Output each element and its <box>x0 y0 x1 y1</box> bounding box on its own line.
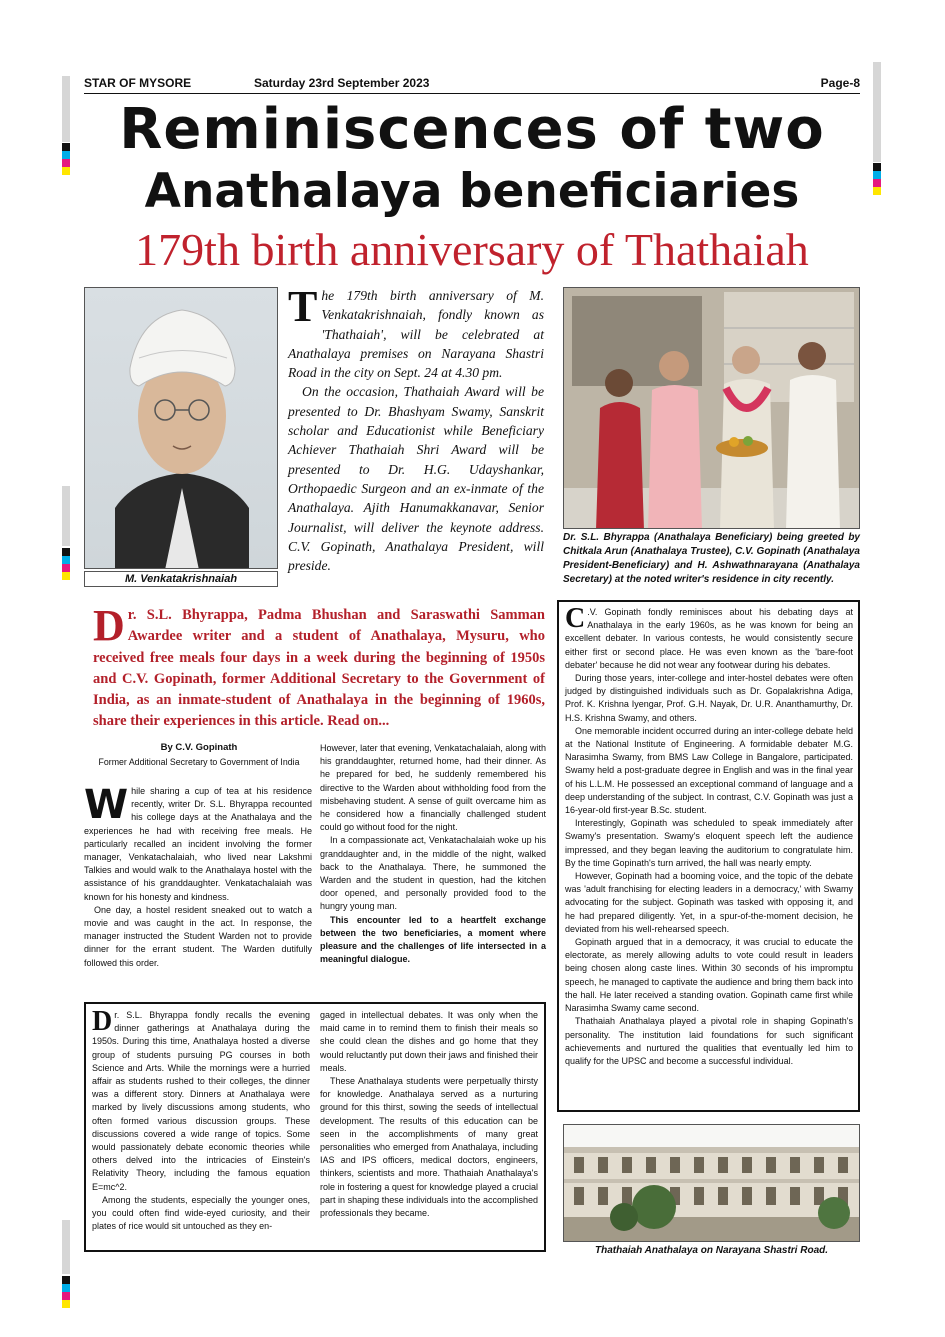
article-paragraph: Dr. S.L. Bhyrappa fondly recalls the evening dinner gatherings at Anathalaya during the 1950s. During this time, Anathalaya hosted a diverse group of students pursuing PG courses in both Science and Arts. While the mornings were a hurried affair as students rushed to their colleges, the dinner was a different story. Dinners at Anathalaya were marked by lively discussions among students, who often formed various discussion groups. These discussions covered a wide range of topics. Some would passionately debate economic theories while others delved into the intricacies of Einstein's Relativity Theory, including the famous equation E=mc^2. <box>92 1006 310 1192</box>
article-3-column <box>565 603 853 1068</box>
article-paragraph: One memorable incident occurred during an inter-college debate held at the National Institute of Engineering. A formidable debater M.G. Narasimha Swamy, from BMS Law College in Bangalore, participated. Swamy held a post-graduate degree in English and was in the final year of his L.L.M. He possessed an exceptional command of language and a deep understanding of the subject. In contrast, C.V. Gopinath was just a 16-year-old first-year B.Sc. student. <box>565 725 853 816</box>
registration-mark-black <box>62 548 70 556</box>
group-photo-illustration <box>564 288 860 529</box>
masthead <box>84 76 860 92</box>
article-3-dropcap: C <box>565 603 586 634</box>
registration-mark-magenta <box>62 564 70 572</box>
registration-mark-yellow <box>62 167 70 175</box>
registration-mark-black <box>873 163 881 171</box>
article-paragraph: Thathaiah Anathalaya played a pivotal role in shaping Gopinath's personality. The institution laid foundations for such significant achievements and nurtured the qualities that eventually led him to qualify for the UPSC and become a successful individual. <box>565 1016 853 1066</box>
building-illustration <box>564 1125 860 1242</box>
registration-mark-yellow <box>62 572 70 580</box>
article-paragraph: While sharing a cup of tea at his residence recently, writer Dr. S.L. Bhyrappa recounted his college days at the Anathalaya and the experiences he had with receiving free meals. He particularly recalled an incident involving the former manager, Venkatachalaiah, who lived near Lakshmi Talkies and would walk to the Anathalaya hostel with the assistance of his granddaughter. Venkatachalaiah was known for his honesty and kindness. <box>84 782 312 902</box>
masthead-rule <box>84 93 860 94</box>
article-paragraph: In a compassionate act, Venkatachalaiah woke up his granddaughter and, in the middle of the night, walked back to the Anathalaya. There, he summoned the Warden and the student in question, had the kitchen door opened, and personally provided food to the hungry young man. <box>320 835 546 912</box>
registration-mark-yellow <box>873 187 881 195</box>
registration-mark-cyan <box>62 1284 70 1292</box>
registration-mark-magenta <box>62 159 70 167</box>
group-photo-caption: Dr. S.L. Bhyrappa (Anathalaya Beneficiary) being greeted by Chitkala Arun (Anathalaya Trustee), C.V. Gopinath (Anathalaya President-Beneficiary) and H. Ashwathnarayana (Anathalaya Secretary) at the noted writer's residence in city recently. <box>563 532 860 585</box>
registration-bar-left-mid <box>62 486 70 546</box>
lead-paragraph: Dr. S.L. Bhyrappa, Padma Bhushan and Saraswathi Samman Awardee writer and a student of Anathalaya, Mysuru, who received free meals four days in a week during the beginning of 1950s and C.V. Gopinath, former Additional Secretary to the Government of India, as an inmate-student of Anathalaya in the beginning of 1960s, share their experiences in this article. Read on... <box>93 601 545 730</box>
building-photo <box>563 1124 860 1242</box>
headline-subtitle: 179th birth anniversary of Thathaiah <box>135 224 809 275</box>
registration-bar-left-bottom <box>62 1220 70 1274</box>
registration-mark-cyan <box>62 556 70 564</box>
intro-dropcap: T <box>288 282 318 331</box>
intro-paragraph: On the occasion, Thathaiah Award will be presented to Dr. Bhashyam Swamy, Sanskrit scholar and Educationist while Beneficiary Achiever Thathaiah Shri Award will be presented to Dr. H.G. Udayshankar, Orthopaedic Surgeon and an ex-inmate of the Anathalaya. Ajith Hanumakkanavar, Senior Journalist, will deliver the keynote address. C.V. Gopinath, Anathalaya President, will preside. <box>288 384 544 574</box>
paper-name: STAR OF MYSORE <box>84 76 192 90</box>
article-paragraph: During those years, inter-college and inter-hostel debates were often judged by distinguished individuals such as Dr. Gopalakrishna Adiga, Prof. K. Krishna Iyengar, Prof. G.H. Nayak, Dr. U.R. Ananthamurthy, Dr. H.S. Krishna Swamy, and others. <box>565 673 853 723</box>
article-paragraph: This encounter led to a heartfelt exchange between the two beneficiaries, a moment where pleasure and the challenges of life intersected in a meaningful dialogue. <box>320 914 546 965</box>
article-paragraph: Among the students, especially the younger ones, you could often find wide-eyed curiosity, and their plates of rice would sit untouched as they en- <box>92 1194 310 1232</box>
registration-mark-magenta <box>62 1292 70 1300</box>
article-paragraph: However, Gopinath had a booming voice, and the topic of the debate was 'adult franchising for electing leaders in a democracy,' with Swamy advocating for the subject. Gopinath was tasked with opposing it, and he had prepared diligently. Yet, in a spur-of-the-moment decision, he deviated from his well-rehearsed speech. <box>565 871 853 934</box>
article-2-column-2 <box>320 1009 538 1220</box>
lead-dropcap: D <box>93 601 125 650</box>
headline-line-1: Reminiscences of two <box>119 97 825 162</box>
registration-mark-yellow <box>62 1300 70 1308</box>
registration-mark-black <box>62 1276 70 1284</box>
article-paragraph: However, later that evening, Venkatachalaiah, along with his granddaughter, returned home, had their dinner. As he prepared for bed, he suddenly remembered his directive to the Warden about withholding food from the misbehaving student. A sense of guilt overcame him as he considered how a financially challenged student could go without food for the night. <box>320 743 546 833</box>
building-caption: Thathaiah Anathalaya on Narayana Shastri Road. <box>594 1245 829 1256</box>
article-paragraph: Gopinath argued that in a democracy, it was crucial to educate the electorate, as merely allowing adults to vote could result in leaders being chosen along caste lines. Within 30 seconds of his impromptu speech, he managed to captivate the audience and bring them back into the hall. He later received a standing ovation. Gopinath came first while Narasimha Swamy came second. <box>565 937 853 1014</box>
portrait-caption: M. Venkatakrishnaiah <box>84 571 278 587</box>
article-paragraph: These Anathalaya students were perpetually thirsty for knowledge. Anathalaya served as a nurturing ground for this thirst, sowing the seeds of intellectual development. The results of this education can be seen in the accomplishments of many great personalities who emerged from Anathalaya, including IAS and IPS officers, medical doctors, engineers, thinkers, scientists and more. Thathaiah Anathalaya's role in fostering a quest for knowledge played a crucial part in shaping these individuals into the accomplished professionals they became. <box>320 1076 538 1219</box>
article-paragraph: Interestingly, Gopinath was scheduled to speak immediately after Swamy's presentation. Swamy's eloquent speech left the audience impressed, and they began leaving the auditorium to congratulate him. By the time Gopinath's turn arrived, the hall was nearly empty. <box>565 818 853 868</box>
registration-mark-cyan <box>873 171 881 179</box>
registration-bar-left-top <box>62 76 70 142</box>
issue-date: Saturday 23rd September 2023 <box>254 76 430 90</box>
headline-line-2: Anathalaya beneficiaries <box>144 164 800 219</box>
article-2-column-1 <box>92 1006 310 1233</box>
article-1-column-2 <box>320 742 546 966</box>
article-2-dropcap: D <box>92 1006 113 1037</box>
article-paragraph: gaged in intellectual debates. It was only when the maid came in to remind them to finish their meals so she could clean the dishes and go home that they would reluctantly put down their jaws and finished their meals. <box>320 1010 538 1073</box>
article-1-dropcap: W <box>84 782 129 828</box>
page-number: Page-8 <box>820 76 860 90</box>
article-paragraph: One day, a hostel resident sneaked out to watch a movie and was caught in the act. In response, the manager instructed the Student Warden not to provide dinner for the errant student. The Warden dutifully followed this order. <box>84 904 312 968</box>
portrait-photo <box>84 287 278 569</box>
intro-text <box>288 282 544 575</box>
registration-mark-cyan <box>62 151 70 159</box>
registration-mark-black <box>62 143 70 151</box>
intro-paragraph: The 179th birth anniversary of M. Venkatakrishnaiah, fondly known as 'Thathaiah', will be celebrated at Anathalaya premises on Narayana Shastri Road in the city on Sept. 24 at 4.30 pm. <box>288 282 544 381</box>
article-paragraph: C .V. Gopinath fondly reminisces about his debating days at Anathalaya in the early 1960s, as he was known for being an excellent debater. In various contests, he would consistently secure either first or second place. He was even known as the 'bare-foot debater' because he did not wear any footwear during his debates. <box>565 603 853 670</box>
registration-bar-right <box>873 62 881 162</box>
registration-mark-magenta <box>873 179 881 187</box>
byline-author: By C.V. Gopinath <box>160 742 238 753</box>
byline-title: Former Additional Secretary to Government of India <box>98 757 300 767</box>
portrait-illustration <box>85 288 278 569</box>
group-photo <box>563 287 860 529</box>
article-1-column-1 <box>84 782 312 970</box>
